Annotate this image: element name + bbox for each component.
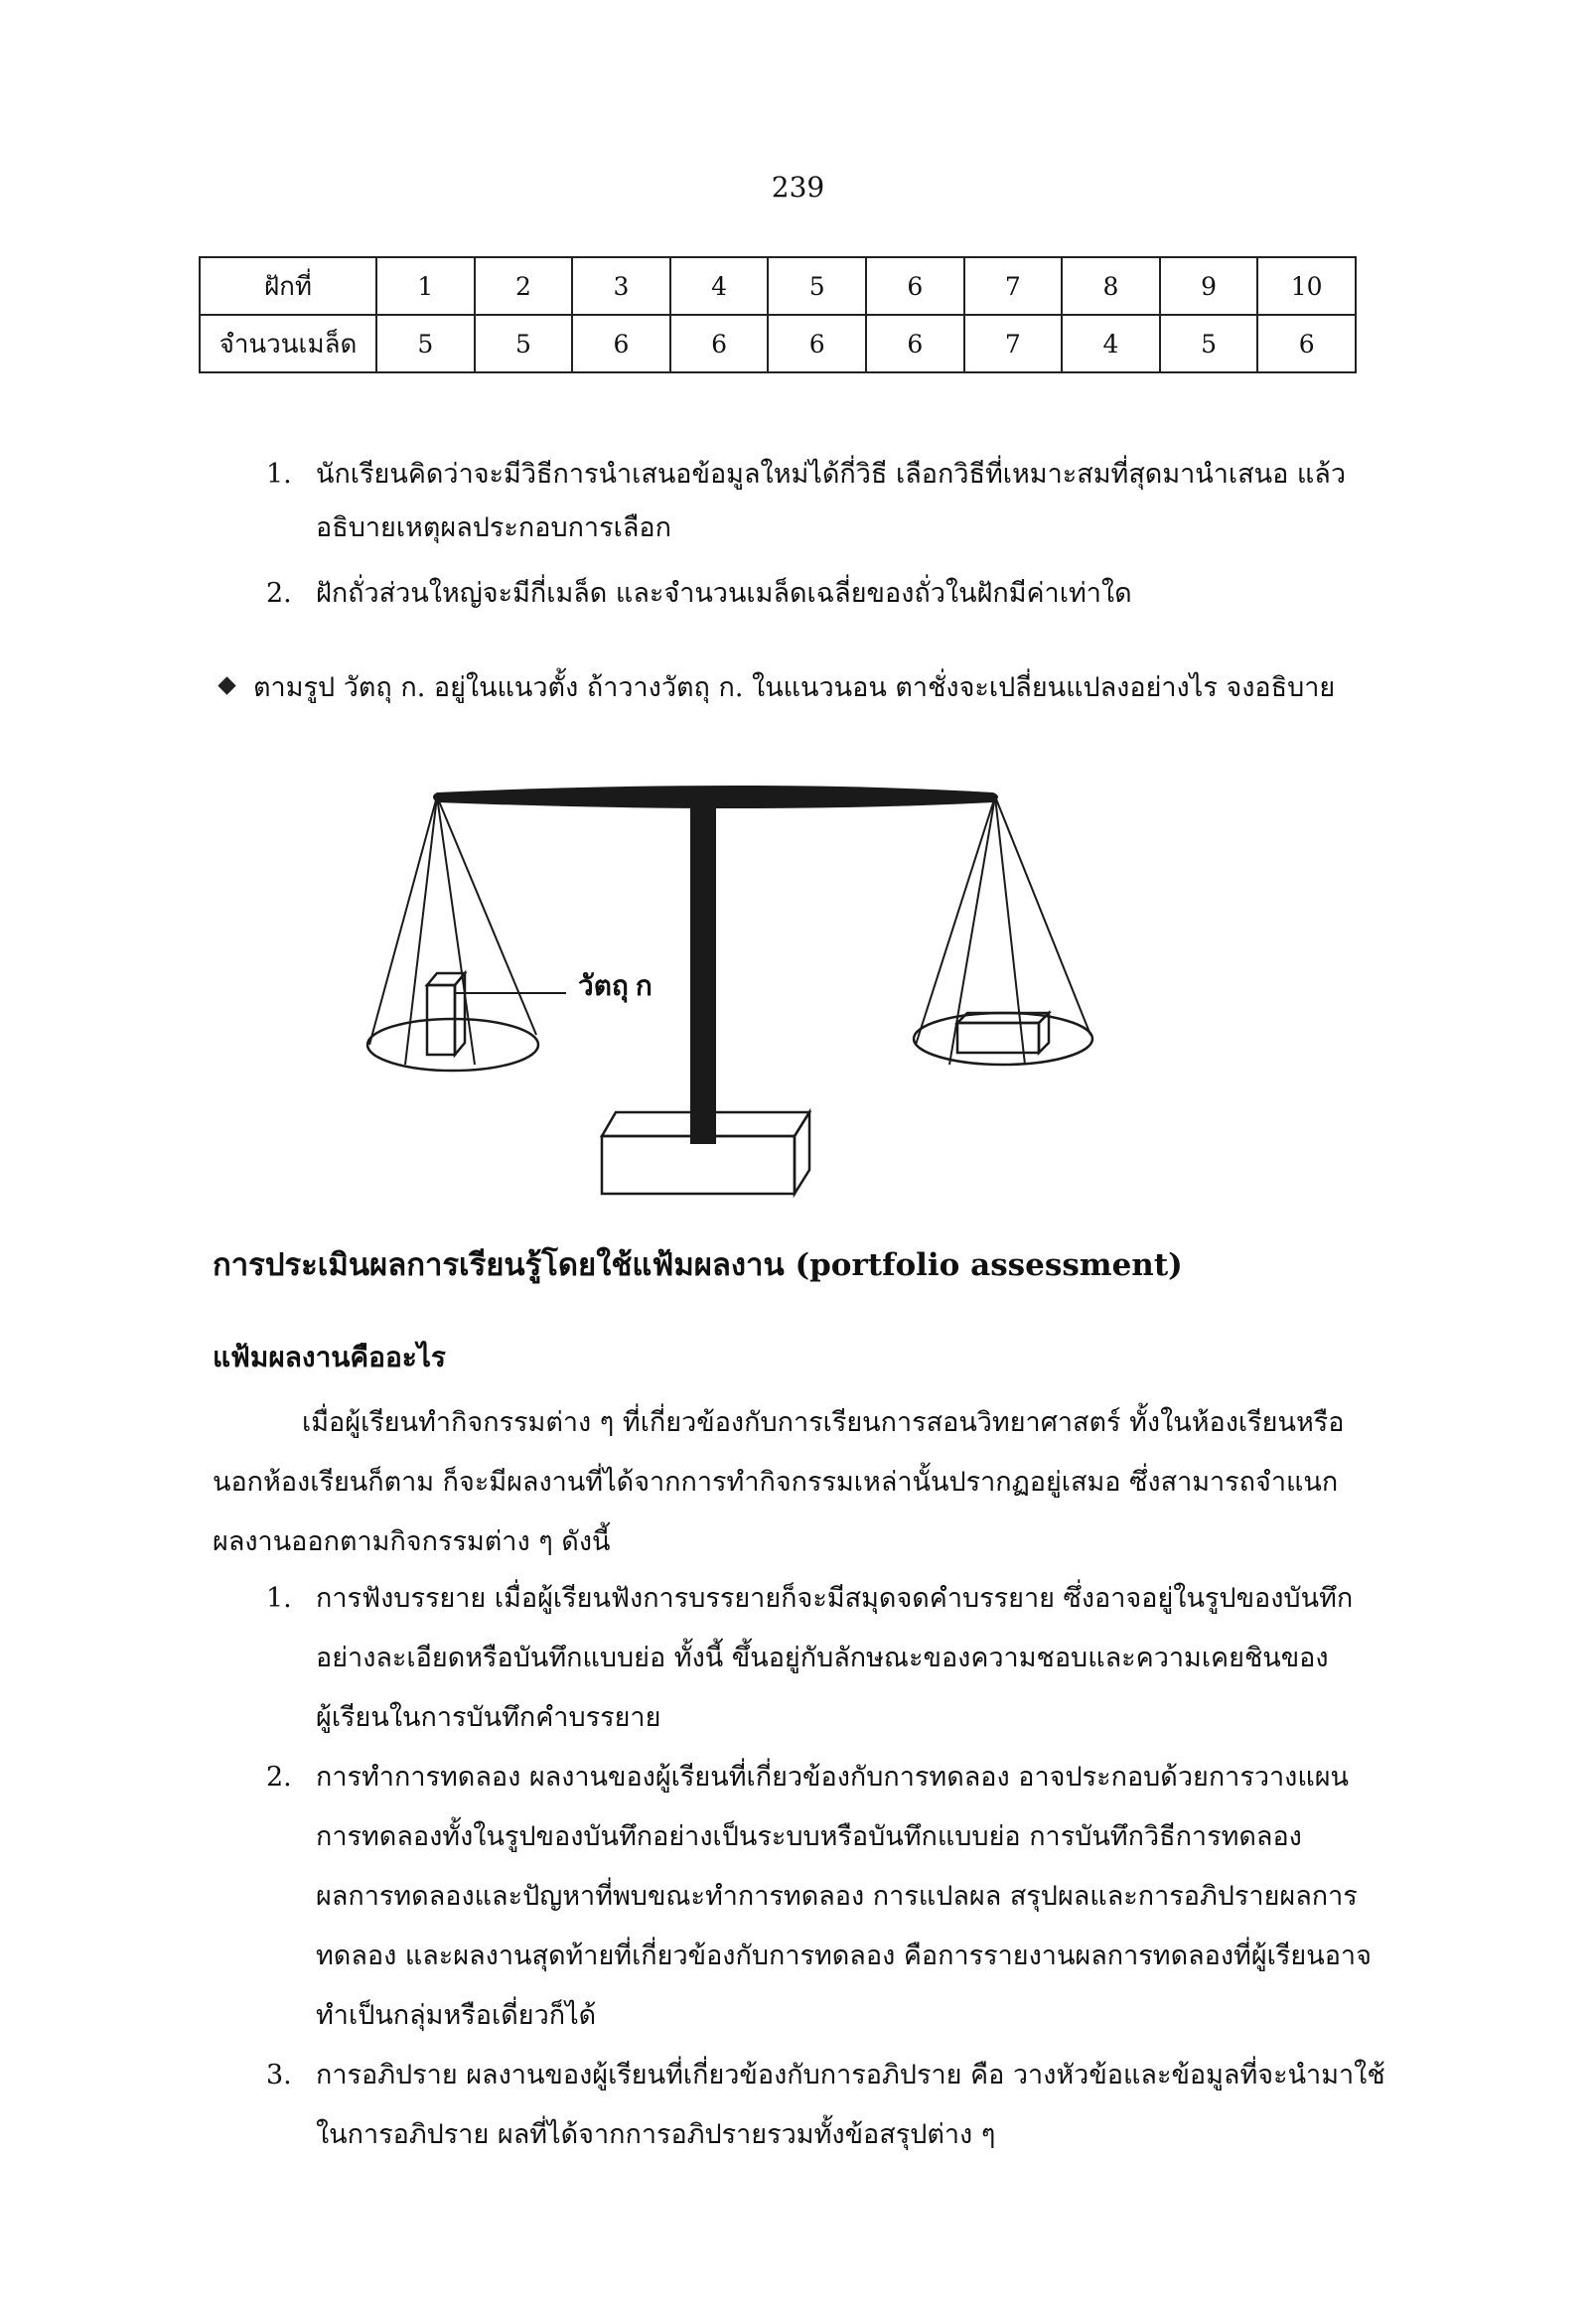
subheading: แฟ้มผลงานคืออะไร xyxy=(213,1341,446,1373)
object-label: วัตถุ ก xyxy=(578,971,653,1002)
question-number: 2. xyxy=(266,578,292,609)
bullet-question-text: ตามรูป วัตถุ ก. อยู่ในแนวตั้ง ถ้าวางวัตถุ ก. ในแนวนอน ตาชั่งจะเปลี่ยนแปลงอย่างไร จงอธิบาย xyxy=(253,672,1336,703)
table-cell: 5 xyxy=(475,315,573,372)
section-heading: การประเมินผลการเรียนรู้โดยใช้แฟ้มผลงาน (portfolio assessment) xyxy=(213,1247,1183,1283)
table-cell: 10 xyxy=(1257,257,1356,315)
object-ka-vertical xyxy=(427,973,465,1055)
page-number: 239 xyxy=(771,171,825,204)
table-cell: 7 xyxy=(964,257,1063,315)
list-item xyxy=(266,1569,1418,1748)
table-cell: 4 xyxy=(1062,315,1160,372)
paragraph-line: ผลงานออกตามกิจกรรมต่าง ๆ ดังนี้ xyxy=(213,1526,611,1557)
table-cell: 5 xyxy=(1160,315,1258,372)
list-line: ทดลอง และผลงานสุดท้ายที่เกี่ยวข้องกับการทดลอง คือการรายงานผลการทดลองที่ผู้เรียนอาจ xyxy=(316,1941,1372,1971)
table-cell: 4 xyxy=(670,257,769,315)
table-cell: 5 xyxy=(376,315,475,372)
list-line: การทำการทดลอง ผลงานของผู้เรียนที่เกี่ยวข้องกับการทดลอง อาจประกอบด้วยการวางแผน xyxy=(316,1762,1350,1793)
list-number: 2. xyxy=(266,1762,292,1793)
table-cell: 8 xyxy=(1062,257,1160,315)
table-cell: 3 xyxy=(572,257,670,315)
question-number: 1. xyxy=(266,459,292,490)
question-item xyxy=(266,574,1418,614)
table-cell: 6 xyxy=(670,315,769,372)
left-pan-strings xyxy=(369,796,536,1065)
list-line: ผลการทดลองและปัญหาที่พบขณะทำการทดลอง การแปลผล สรุปผลและการอภิปรายผลการ xyxy=(316,1881,1358,1912)
list-line: การฟังบรรยาย เมื่อผู้เรียนฟังการบรรยายก็จะมีสมุดจดคำบรรยาย ซึ่งอาจอยู่ในรูปของบันทึก xyxy=(316,1583,1354,1614)
list-item xyxy=(266,1748,1418,2046)
table-row xyxy=(200,315,1356,372)
table-cell: 1 xyxy=(376,257,475,315)
question-line: ฝักถั่วส่วนใหญ่จะมีกี่เมล็ด และจำนวนเมล็ดเฉลี่ยของถั่วในฝักมีค่าเท่าใด xyxy=(316,578,1132,609)
left-pan xyxy=(367,1019,538,1071)
row-header: จำนวนเมล็ด xyxy=(200,315,376,372)
paragraph-line: เมื่อผู้เรียนทำกิจกรรมต่าง ๆ ที่เกี่ยวข้องกับการเรียนการสอนวิทยาศาสตร์ ทั้งในห้องเรียนหรือ xyxy=(302,1407,1345,1438)
question-line: อธิบายเหตุผลประกอบการเลือก xyxy=(316,512,671,543)
right-pan-strings xyxy=(916,796,1090,1065)
list-line: ผู้เรียนในการบันทึกคำบรรยาย xyxy=(316,1702,661,1733)
seed-count-table xyxy=(199,256,1357,373)
balance-scale-diagram xyxy=(358,775,1172,1231)
list-line: อย่างละเอียดหรือบันทึกแบบย่อ ทั้งนี้ ขึ้นอยู่กับลักษณะของความชอบและความเคยชินของ xyxy=(316,1643,1329,1673)
table-cell: 2 xyxy=(475,257,573,315)
list-number: 3. xyxy=(266,2060,292,2090)
table-cell: 6 xyxy=(866,257,964,315)
question-item xyxy=(266,455,1418,544)
right-pan xyxy=(914,1013,1092,1065)
list-line: การทดลองทั้งในรูปของบันทึกอย่างเป็นระบบหรือบันทึกแบบย่อ การบันทึกวิธีการทดลอง xyxy=(316,1821,1302,1852)
table-cell: 5 xyxy=(768,257,866,315)
table-cell: 9 xyxy=(1160,257,1258,315)
list-line: ทำเป็นกลุ่มหรือเดี่ยวก็ได้ xyxy=(316,2000,597,2031)
list-line: การอภิปราย ผลงานของผู้เรียนที่เกี่ยวข้องกับการอภิปราย คือ วางหัวข้อและข้อมูลที่จะนำมาใช้ xyxy=(316,2060,1385,2090)
table-cell: 6 xyxy=(768,315,866,372)
diamond-bullet-icon xyxy=(218,676,235,694)
object-horizontal xyxy=(957,1013,1049,1053)
question-line: นักเรียนคิดว่าจะมีวิธีการนำเสนอข้อมูลใหม่ได้กี่วิธี เลือกวิธีที่เหมาะสมที่สุดมานำเสนอ แล้ว xyxy=(316,459,1346,490)
paragraph-line: นอกห้องเรียนก็ตาม ก็จะมีผลงานที่ได้จากการทำกิจกรรมเหล่านั้นปรากฏอยู่เสมอ ซึ่งสามารถจำแนก xyxy=(213,1467,1339,1498)
scale-post xyxy=(690,796,716,1144)
list-number: 1. xyxy=(266,1583,292,1614)
bullet-question xyxy=(220,665,1335,708)
table-row xyxy=(200,257,1356,315)
table-cell: 6 xyxy=(1257,315,1356,372)
table-cell: 6 xyxy=(572,315,670,372)
list-item xyxy=(266,2046,1418,2165)
table-cell: 6 xyxy=(866,315,964,372)
table-cell: 7 xyxy=(964,315,1063,372)
row-header: ฝักที่ xyxy=(200,257,376,315)
list-line: ในการอภิปราย ผลที่ได้จากการอภิปรายรวมทั้งข้อสรุปต่าง ๆ xyxy=(316,2119,996,2150)
